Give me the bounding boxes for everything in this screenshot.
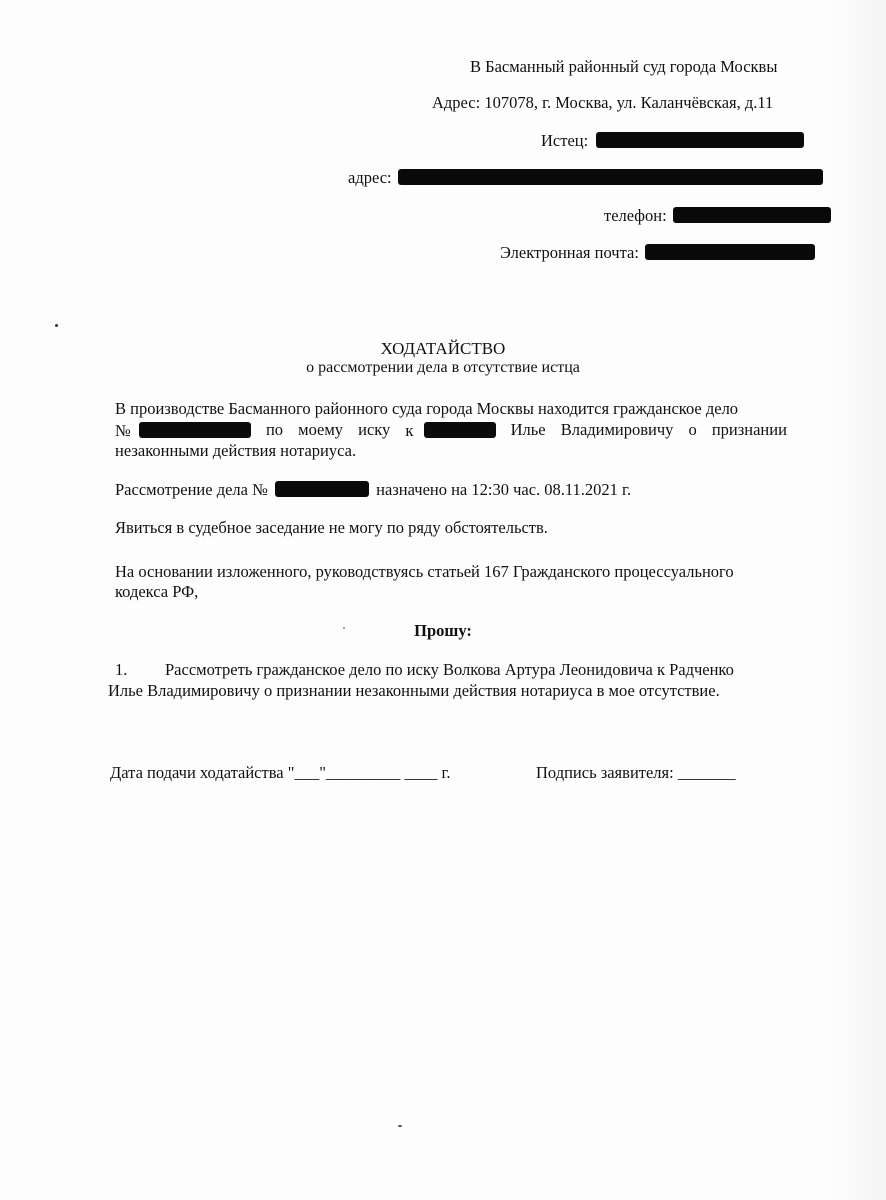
email-line	[500, 244, 815, 262]
paragraph-4-line-1: На основании изложенного, руководствуясь статьей 167 Гражданского процессуального	[115, 562, 734, 581]
phone-label: телефон:	[604, 206, 667, 225]
word: иску	[358, 420, 391, 439]
paragraph-1-line-1: В производстве Басманного районного суда города Москвы находится гражданское дело	[115, 399, 739, 418]
defendant-ref: к	[405, 422, 495, 440]
scan-speck	[398, 1125, 402, 1127]
paragraph-1-line-3: незаконными действия нотариуса.	[115, 441, 357, 460]
redacted-plaintiff-address	[398, 169, 823, 185]
item-1-line-1: Рассмотреть гражданское дело по иску Волкова Артура Леонидовича к Радченко	[165, 660, 734, 679]
paragraph-2: Рассмотрение дела № назначено на 12:30 час. 08.11.2021 г.	[115, 480, 632, 499]
item-1-number: 1.	[115, 660, 128, 679]
redacted-email	[645, 244, 815, 260]
word: признании	[711, 420, 787, 439]
item-1-line-2: Илье Владимировичу о признании незаконными действия нотариуса в мое отсутствие.	[108, 681, 720, 700]
word: о	[688, 420, 697, 439]
plaintiff-label: Истец:	[541, 131, 589, 150]
plaintiff-line	[541, 132, 804, 150]
document-subtitle: о рассмотрении дела в отсутствие истца	[306, 359, 580, 376]
request-heading: Прошу:	[414, 621, 472, 640]
email-label: Электронная почта:	[500, 243, 639, 262]
submission-date: Дата подачи ходатайства "___"_________ ____ г.	[110, 763, 451, 782]
scan-edge-shadow	[830, 0, 886, 1200]
paragraph-1-line-2	[115, 422, 787, 440]
case-number-sign: №	[115, 422, 251, 440]
applicant-signature: Подпись заявителя: _______	[536, 763, 736, 782]
redacted-defendant-surname	[424, 422, 496, 438]
document-title: ХОДАТАЙСТВО	[380, 339, 506, 358]
plaintiff-address-line	[348, 169, 823, 187]
word: по	[265, 420, 284, 439]
word: Илье	[510, 420, 546, 439]
scan-speck	[55, 324, 58, 327]
word: Владимировичу	[560, 420, 674, 439]
paragraph-3: Явиться в судебное заседание не могу по ряду обстоятельств.	[115, 518, 548, 537]
court-address: Адрес: 107078, г. Москва, ул. Каланчёвская, д.11	[432, 93, 774, 112]
redacted-case-number-2	[275, 481, 369, 497]
redacted-plaintiff-name	[596, 132, 804, 148]
phone-line	[604, 207, 831, 225]
word: моему	[298, 420, 344, 439]
court-addressee: В Басманный районный суд города Москвы	[470, 57, 778, 76]
paragraph-4-line-2: кодекса РФ,	[115, 582, 199, 601]
redacted-phone	[673, 207, 831, 223]
redacted-case-number	[139, 422, 251, 438]
plaintiff-address-label: адрес:	[348, 168, 392, 187]
